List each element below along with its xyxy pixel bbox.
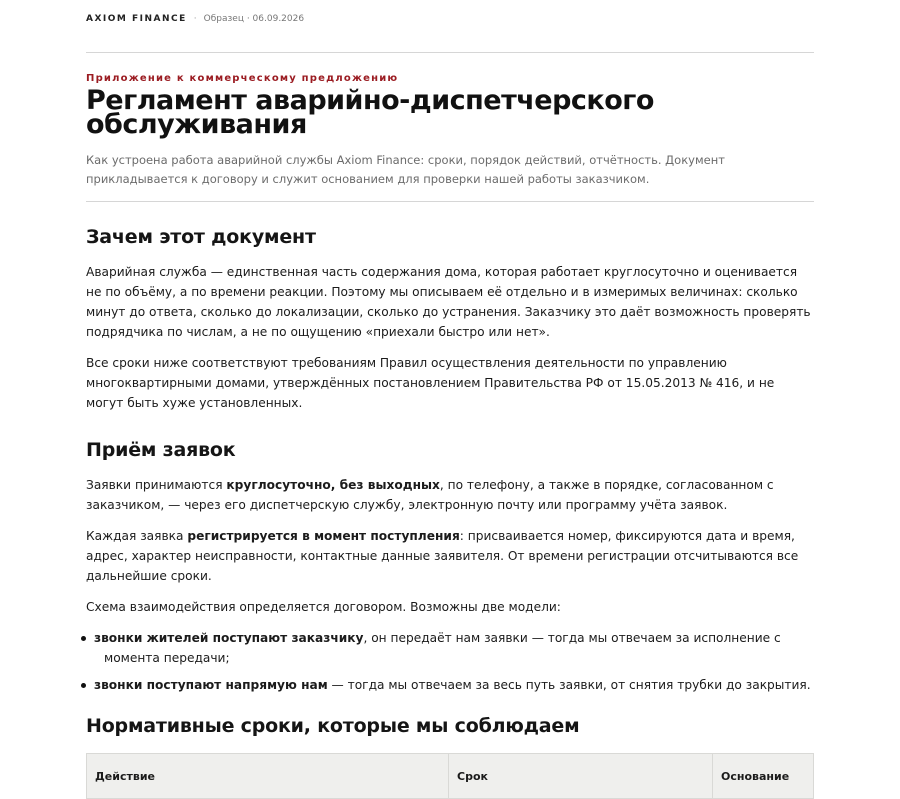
section-heading-deadlines: Нормативные сроки, которые мы соблюдаем [86,715,580,737]
doc-lead: Как устроена работа аварийной службы Axiom Finance: сроки, порядок действий, отчётность. Документ прикладывается к договору и служит основанием для проверки нашей работы заказчиком. [86,153,725,186]
list-item: звонки поступают напрямую нам — тогда мы отвечаем за весь путь заявки, от снятия трубки до закрытия. [78,675,814,695]
paragraph-purpose-2: Все сроки ниже соответствуют требованиям Правил осуществления деятельности по управлению многоквартирными домами, утверждённых постановлением Правительства РФ от 15.05.2013 № 416, и не могут быть хуже установленных. [86,356,775,410]
list-item: звонки жителей поступают заказчику, он передаёт нам заявки — тогда мы отвечаем за исполнение с момента передачи; [78,628,814,668]
models-list [86,628,814,695]
table-header-term: Срок [449,754,713,799]
paragraph-intake-1: Заявки принимаются круглосуточно, без выходных, по телефону, а также в порядке, согласованном с заказчиком, — через его диспетчерскую службу, электронную почту или программу учёта заявок. [86,478,774,512]
paragraph-intake-3: Схема взаимодействия определяется договором. Возможны две модели: [86,600,561,614]
section-heading-intake: Приём заявок [86,439,236,461]
divider [86,201,814,202]
bullet-icon [81,636,86,641]
document-page [86,0,814,799]
bullet-icon [81,683,86,688]
brand-name: AXIOM FINANCE [86,14,187,24]
top-bar [86,0,814,53]
doc-kicker: Приложение к коммерческому предложению [86,73,399,84]
table-header-basis: Основание [713,754,814,799]
table-header-row [87,754,814,799]
page-title: Регламент аварийно-диспетчерского обслуживания [86,85,654,140]
header-separator: · [193,14,197,24]
paragraph-intake-2: Каждая заявка регистрируется в момент поступления: присваивается номер, фиксируются дата и время, адрес, характер неисправности, контактные данные заявителя. От времени регистрации отсчитываются все дальнейшие сроки. [86,529,799,583]
section-heading-purpose: Зачем этот документ [86,226,316,248]
paragraph-purpose-1: Аварийная служба — единственная часть содержания дома, которая работает круглосуточно и оценивается не по объёму, а по времени реакции. Поэтому мы описываем её отдельно и в измеримых величинах: сколько минут до ответа, сколько до локализации, сколько до устранения. Заказчику это даёт возможность проверять подрядчика по числам, а не по ощущению «приехали быстро или нет». [86,265,811,339]
table-header-action: Действие [87,754,449,799]
header-meta: Образец · 06.09.2026 [203,14,305,24]
